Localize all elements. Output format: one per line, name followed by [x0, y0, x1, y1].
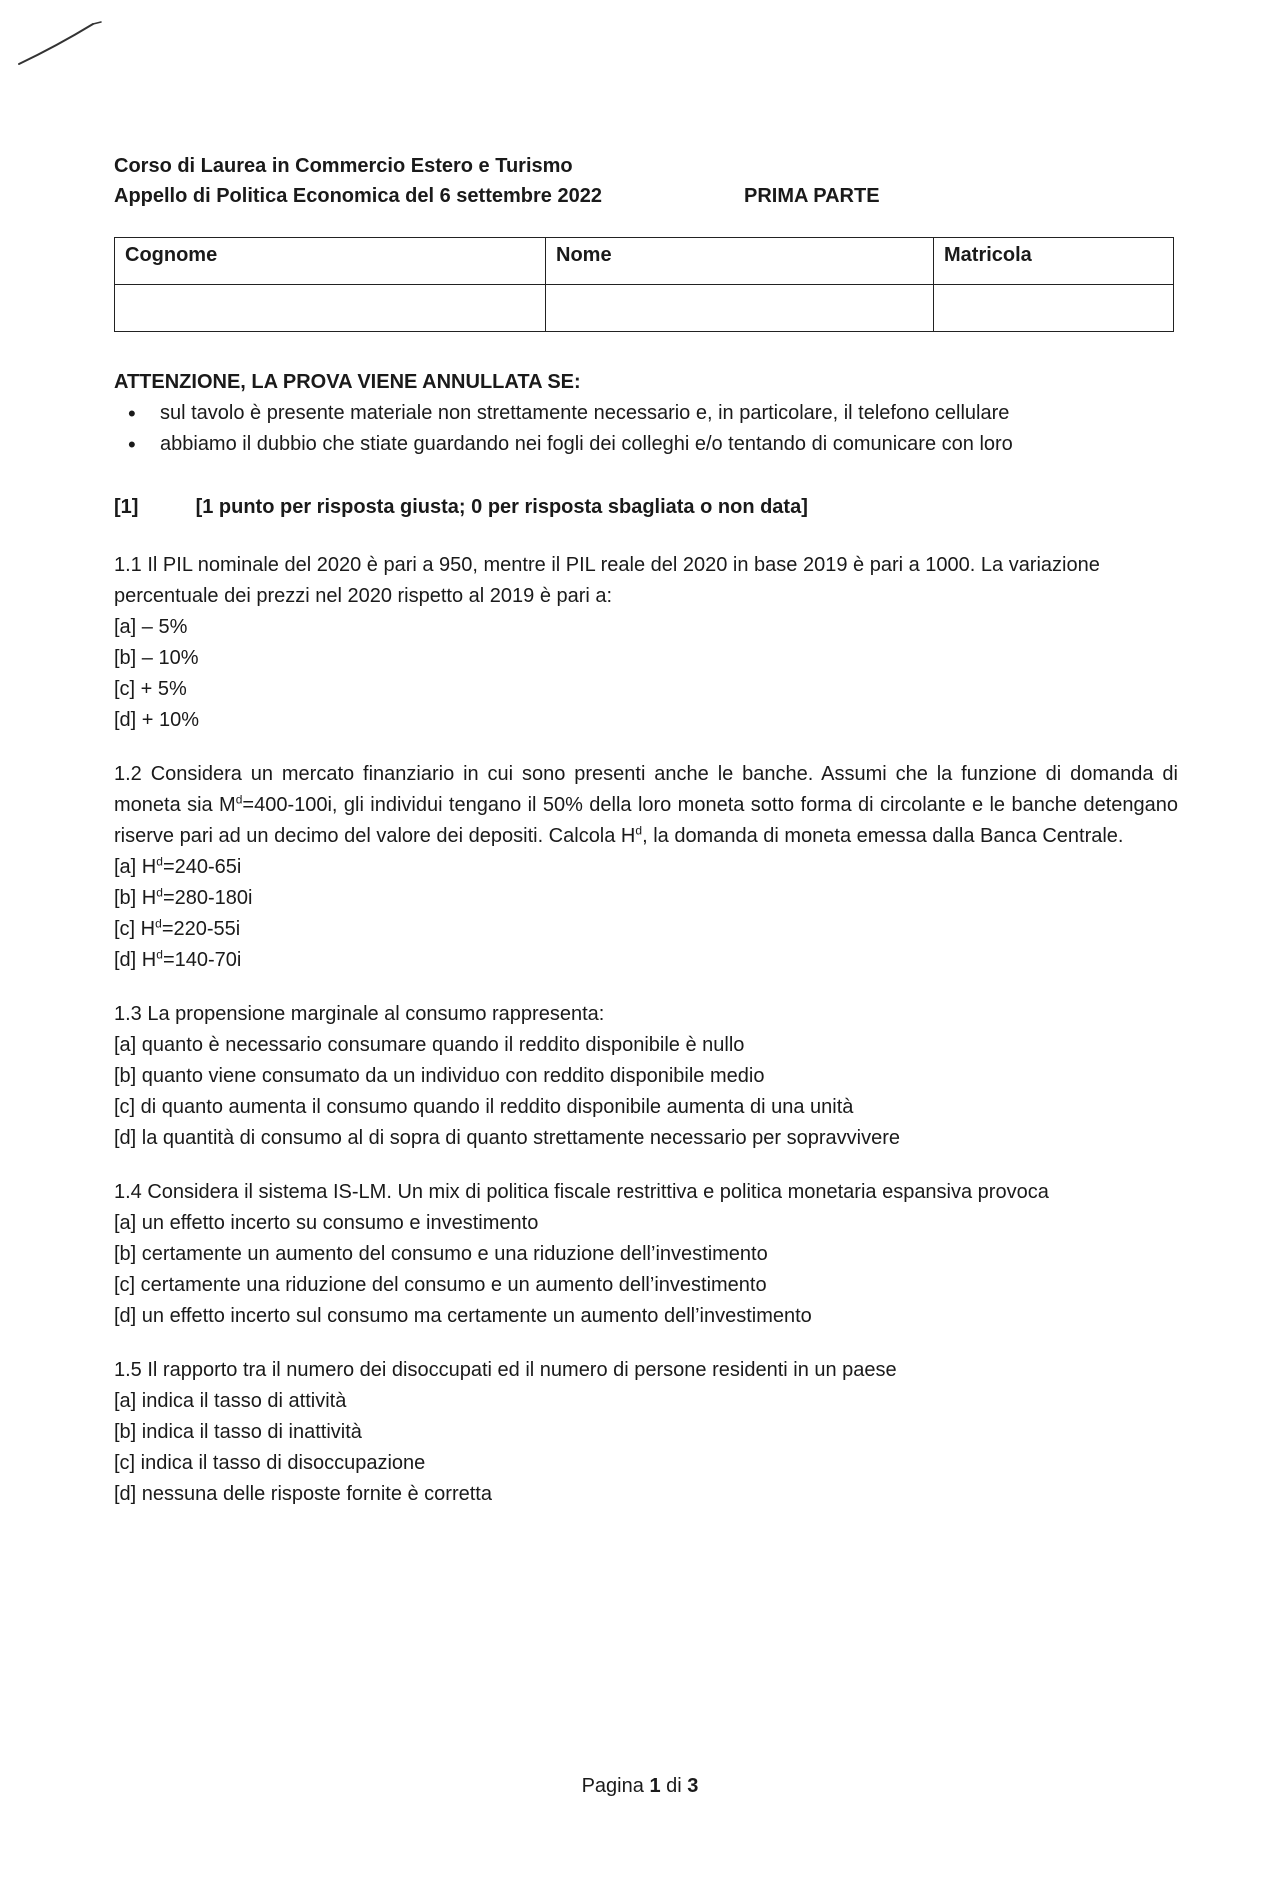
page-number: 1	[649, 1775, 661, 1797]
page-label: Pagina	[581, 1775, 644, 1797]
question-1-3	[114, 999, 1178, 1154]
option-c: [c] indica il tasso di disoccupazione	[114, 1452, 426, 1474]
section-heading	[114, 496, 808, 519]
option-b: [b] indica il tasso di inattività	[114, 1421, 362, 1443]
question-1-4	[114, 1177, 1178, 1332]
option-b: [b] quanto viene consumato da un individuo con reddito disponibile medio	[114, 1065, 765, 1087]
option-d: [d] + 10%	[114, 709, 200, 731]
page-footer	[0, 1775, 1280, 1798]
exam-subtitle: Appello di Politica Economica del 6 settembre 2022	[114, 185, 602, 207]
option-a: [a] – 5%	[114, 616, 188, 638]
question-1-1	[114, 550, 1178, 736]
part-label: PRIMA PARTE	[744, 185, 880, 207]
option-c: [c] + 5%	[114, 678, 187, 700]
question-1-5	[114, 1355, 1178, 1510]
option-a: [a] un effetto incerto su consumo e investimento	[114, 1212, 539, 1234]
question-text: 1.1 Il PIL nominale del 2020 è pari a 950, mentre il PIL reale del 2020 in base 2019 è pari a 1000. La variazione percentuale dei prezzi nel 2020 rispetto al 2019 è pari a:	[114, 554, 1100, 607]
course-title: Corso di Laurea in Commercio Estero e Turismo	[114, 155, 573, 177]
option-b: [b] certamente un aumento del consumo e una riduzione dell’investimento	[114, 1243, 768, 1265]
nome-label: Nome	[546, 238, 934, 285]
warning-item: • abbiamo il dubbio che stiate guardando nei fogli dei colleghi e/o tentando di comunicare con loro	[160, 429, 1013, 460]
pen-stroke-mark	[15, 20, 105, 70]
option-c: [c] certamente una riduzione del consumo e un aumento dell’investimento	[114, 1274, 767, 1296]
option-d: [d] nessuna delle risposte fornite è corretta	[114, 1483, 492, 1505]
page-of: di	[666, 1775, 682, 1797]
question-1-2	[114, 759, 1178, 976]
warning-list	[114, 398, 1013, 460]
option-d: [d] la quantità di consumo al di sopra di quanto strettamente necessario per sopravvivere	[114, 1127, 900, 1149]
question-text: 1.5 Il rapporto tra il numero dei disoccupati ed il numero di persone residenti in un paese	[114, 1359, 897, 1381]
option-a: [a] indica il tasso di attività	[114, 1390, 347, 1412]
nome-field[interactable]	[546, 285, 934, 332]
option-b: [b] $H^d=280-180i$	[114, 885, 253, 909]
option-a: [a] quanto è necessario consumare quando il reddito disponibile è nullo	[114, 1034, 745, 1056]
student-id-table	[114, 237, 1174, 332]
scoring-rule: [1 punto per risposta giusta; 0 per risposta sbagliata o non data]	[195, 496, 808, 518]
matricola-field[interactable]	[934, 285, 1174, 332]
warning-title: ATTENZIONE, LA PROVA VIENE ANNULLATA SE:	[114, 371, 581, 393]
question-text: 1.3 La propensione marginale al consumo rappresenta:	[114, 1003, 605, 1025]
matricola-label: Matricola	[934, 238, 1174, 285]
option-a: [a] $H^d=240-65i$	[114, 854, 242, 878]
cognome-field[interactable]	[115, 285, 546, 332]
questions-list	[114, 550, 1178, 1533]
option-d: [d] un effetto incerto sul consumo ma certamente un aumento dell’investimento	[114, 1305, 812, 1327]
option-d: [d] $H^d=140-70i$	[114, 947, 242, 971]
question-text: 1.2 Considera un mercato finanziario in cui sono presenti anche le banche. Assumi che la funzione di domanda di moneta sia $M^d=400-100i$, gli individui tengano il 50% della loro moneta sotto forma di circolante e le banche detengano riserve pari ad un decimo del valore dei depositi. Calcola $H^d$, la domanda di moneta emessa dalla Banca Centrale.	[114, 763, 1178, 847]
section-number: [1]	[114, 496, 139, 518]
option-b: [b] – 10%	[114, 647, 199, 669]
warning-item: • sul tavolo è presente materiale non strettamente necessario e, in particolare, il telefono cellulare	[160, 398, 1013, 429]
option-c: [c] di quanto aumenta il consumo quando il reddito disponibile aumenta di una unità	[114, 1096, 854, 1118]
exam-header	[114, 151, 880, 211]
warning-block	[114, 367, 1013, 460]
option-c: [c] $H^d=220-55i$	[114, 916, 241, 940]
cognome-label: Cognome	[115, 238, 546, 285]
question-text: 1.4 Considera il sistema IS-LM. Un mix di politica fiscale restrittiva e politica monetaria espansiva provoca	[114, 1181, 1049, 1203]
page-total: 3	[687, 1775, 699, 1797]
